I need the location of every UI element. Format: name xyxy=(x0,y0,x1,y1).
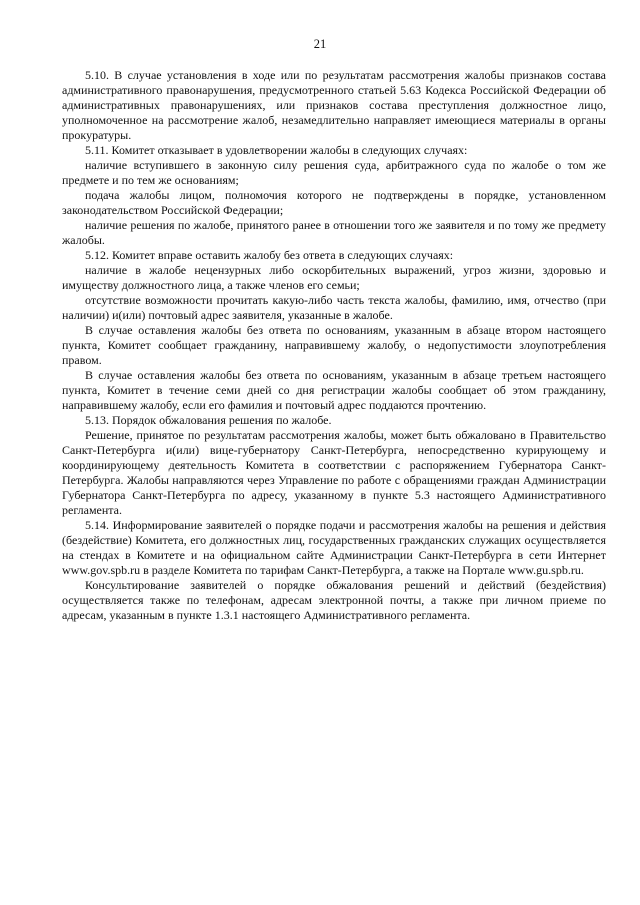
paragraph-5-14-consulting: Консультирование заявителей о порядке обжалования решений и действий (бездействия) осуществляется также по телефонам, адресам электронной почты, а также при личном приеме по адресам, указанным в пункте 1.3.1 настоящего Административного регламента. xyxy=(62,578,606,622)
paragraph-5-13: 5.13. Порядок обжалования решения по жалобе. xyxy=(85,413,332,427)
paragraph-5-11-item-3: наличие решения по жалобе, принятого ранее в отношении того же заявителя и по тому же предмету жалобы. xyxy=(62,218,606,247)
paragraph-5-12: 5.12. Комитет вправе оставить жалобу без ответа в следующих случаях: xyxy=(85,248,454,262)
paragraph-5-11-item-2: подача жалобы лицом, полномочия которого не подтверждены в порядке, установленном законодательством Российской Федерации; xyxy=(62,188,606,217)
paragraph-5-13-body: Решение, принятое по результатам рассмотрения жалобы, может быть обжаловано в Правительство Санкт-Петербурга и(или) вице-губернатору Санкт-Петербурга, непосредственно курирующему и координирующему деятельность Комитета в соответствии с распоряжением Губернатора Санкт-Петербурга. Жалобы направляются через Управление по работе с обращениями граждан Администрации Губернатора Санкт-Петербурга по адресу, указанному в пункте 5.3 настоящего Административного регламента. xyxy=(62,428,606,517)
paragraph-5-12-item-1: наличие в жалобе нецензурных либо оскорбительных выражений, угроз жизни, здоровью и имуществу должностного лица, а также членов его семьи; xyxy=(62,263,606,292)
paragraph-5-14: 5.14. Информирование заявителей о порядке подачи и рассмотрения жалобы на решения и действия (бездействие) Комитета, его должностных лиц, государственных гражданских служащих осуществляется на стендах в Комитете и на официальном сайте Администрации Санкт-Петербурга в сети Интернет www.gov.spb.ru в разделе Комитета по тарифам Санкт-Петербурга, а также на Портале www.gu.spb.ru. xyxy=(62,518,606,577)
paragraph-5-11-item-1: наличие вступившего в законную силу решения суда, арбитражного суда по жалобе о том же предмете и по тем же основаниям; xyxy=(62,158,606,187)
paragraph-5-12-note-2: В случае оставления жалобы без ответа по основаниям, указанным в абзаце третьем настоящего пункта, Комитет в течение семи дней со дня регистрации жалобы сообщает об этом гражданину, направившему жалобу, если его фамилия и почтовый адрес поддаются прочтению. xyxy=(62,368,606,412)
paragraph-5-12-item-2: отсутствие возможности прочитать какую-либо часть текста жалобы, фамилию, имя, отчество (при наличии) и(или) почтовый адрес заявителя, указанные в жалобе. xyxy=(62,293,606,322)
document-body xyxy=(62,68,606,623)
paragraph-5-11: 5.11. Комитет отказывает в удовлетворении жалобы в следующих случаях: xyxy=(85,143,468,157)
paragraph-5-12-note-1: В случае оставления жалобы без ответа по основаниям, указанным в абзаце втором настоящего пункта, Комитет сообщает гражданину, направившему жалобу, о недопустимости злоупотребления правом. xyxy=(62,323,606,367)
page-number: 21 xyxy=(313,37,327,51)
paragraph-5-10: 5.10. В случае установления в ходе или по результатам рассмотрения жалобы признаков состава административного правонарушения, предусмотренного статьей 5.63 Кодекса Российской Федерации об административных правонарушениях, или признаков состава преступления должностное лицо, уполномоченное на рассмотрение жалоб, незамедлительно направляет имеющиеся материалы в органы прокуратуры. xyxy=(62,68,606,142)
